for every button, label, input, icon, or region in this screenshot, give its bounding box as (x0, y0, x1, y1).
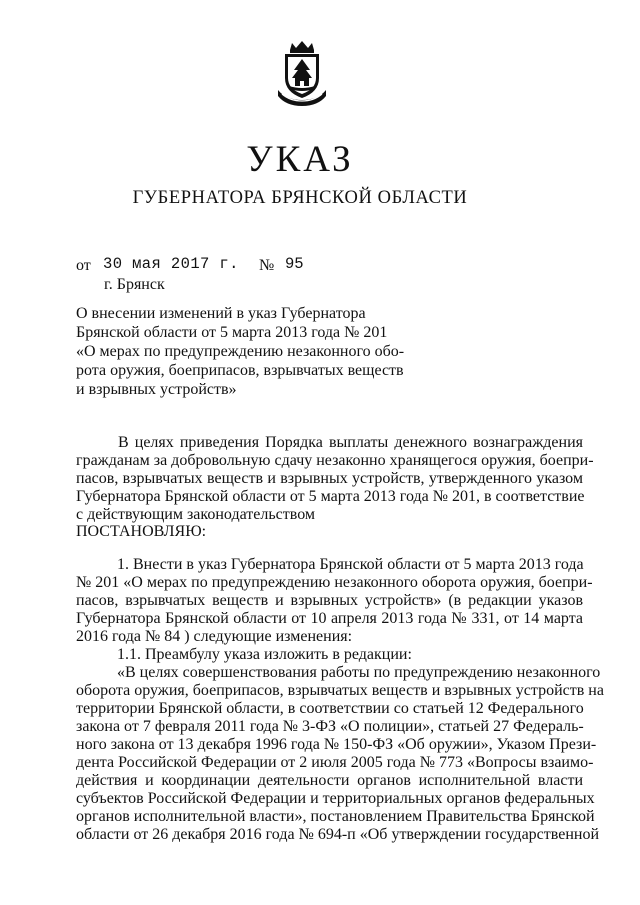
date-prefix: от (76, 257, 91, 274)
paragraph-line: оборота оружия, боеприпасов, взрывчатых веществ и взрывных устройств на (76, 682, 604, 699)
subject-line: О внесении изменений в указ Губернатора (76, 305, 366, 322)
paragraph-line: гражданам за добровольную сдачу незаконно хранящегося оружия, боепри- (76, 452, 594, 469)
subject-line: Брянской области от 5 марта 2013 года № 201 (76, 324, 388, 341)
paragraph-line: 1.1. Преамбулу указа изложить в редакции: (117, 646, 412, 663)
paragraph-line: 1. Внести в указ Губернатора Брянской области от 5 марта 2013 года (117, 556, 584, 573)
paragraph-line: закона от 7 февраля 2011 года № 3-ФЗ «О полиции», статьей 27 Федераль- (76, 718, 584, 735)
paragraph-line: В целях приведения Порядка выплаты денежного вознаграждения (118, 434, 583, 451)
subject-line: и взрывных устройств» (76, 381, 237, 398)
paragraph-line: субъектов Российской Федерации и территориальных органов федеральных (76, 790, 595, 807)
document-date: 30 мая 2017 г. (103, 255, 239, 273)
paragraph-line: дента Российской Федерации от 2 июля 2005 года № 773 «Вопросы взаимо- (76, 754, 594, 771)
subject-line: рота оружия, боеприпасов, взрывчатых веществ (76, 362, 404, 379)
document-subtitle: ГУБЕРНАТОРА БРЯНСКОЙ ОБЛАСТИ (132, 188, 468, 208)
paragraph-line: ного закона от 13 декабря 1996 года № 150-ФЗ «Об оружии», Указом Прези- (76, 736, 597, 753)
paragraph-line: органов исполнительной власти», постановлением Правительства Брянской (76, 808, 595, 825)
number-prefix: № (259, 257, 275, 274)
paragraph-line: Губернатора Брянской области от 10 апреля 2013 года № 331, от 14 марта (76, 610, 583, 627)
paragraph-line: № 201 «О мерах по предупреждению незаконного оборота оружия, боепри- (76, 574, 593, 591)
paragraph-line: территории Брянской области, в соответствии со статьей 12 Федерального (76, 700, 584, 717)
paragraph-line: Губернатора Брянской области от 5 марта 2013 года № 201, в соответствие (76, 488, 585, 505)
document-city: г. Брянск (104, 276, 165, 293)
paragraph-line: пасов, взрывчатых веществ и взрывных устройств» (в редакции указов (76, 592, 583, 609)
paragraph-line: действия и координации деятельности органов исполнительной власти (76, 772, 583, 789)
paragraph-line: пасов, взрывчатых веществ и взрывных устройств, утвержденного указом (76, 470, 583, 487)
paragraph-line: «В целях совершенствования работы по предупреждению незаконного (117, 664, 601, 681)
paragraph-line: с действующим законодательством (76, 506, 316, 523)
decree-word: ПОСТАНОВЛЯЮ: (76, 523, 207, 540)
paragraph-line: 2016 года № 84 ) следующие изменения: (76, 628, 353, 645)
paragraph-line: области от 26 декабря 2016 года № 694-п «Об утверждении государственной (76, 826, 600, 843)
subject-line: «О мерах по предупреждению незаконного обо- (76, 343, 405, 360)
document-title: УКАЗ (246, 139, 354, 180)
document-number: 95 (285, 255, 304, 273)
coat-of-arms-emblem (276, 40, 328, 106)
